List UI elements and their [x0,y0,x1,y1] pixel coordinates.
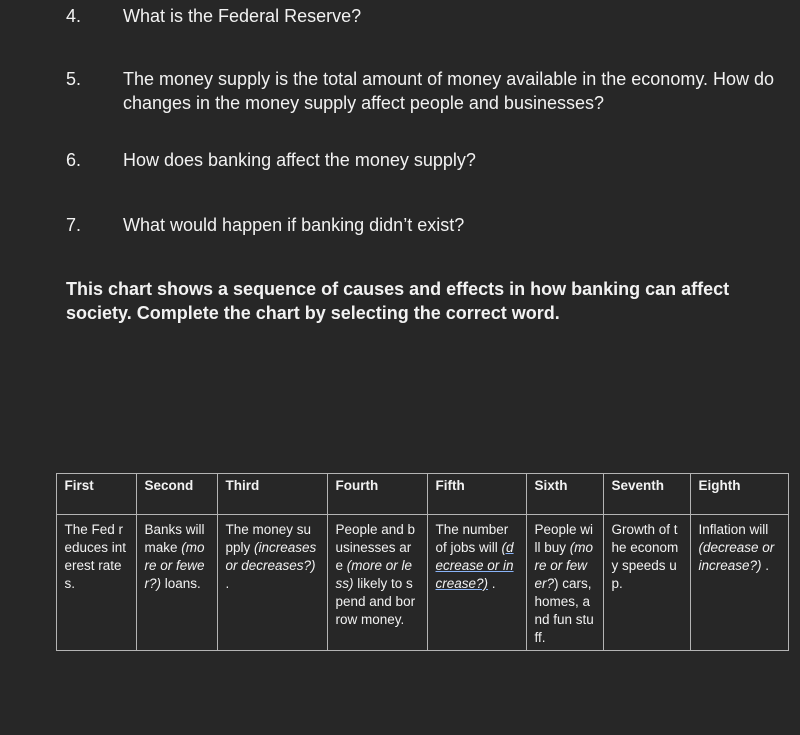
table-cell [603,515,690,651]
cell-text-after: ) cars, homes, and fun stuff. [534,576,594,645]
table-cell [526,515,603,651]
table-cell [427,515,526,651]
answer-choice[interactable]: (more or fewer? [534,540,594,591]
table-cell [136,515,217,651]
table-cell [217,515,327,651]
answer-choice[interactable]: (decrease or increase?) [698,540,775,573]
cell-text: Banks will make [144,522,205,555]
column-header: Fourth [327,474,427,515]
answer-choice[interactable]: (more or fewer?) [144,540,205,591]
table-margin-right [788,515,800,651]
table-header-row [0,474,800,515]
cell-text: The number of jobs will [435,522,509,555]
cell-text: Inflation will [698,522,769,537]
question-text: The money supply is the total amount of money available in the economy. How do changes in the money supply affect people and businesses? [123,69,775,113]
question-text: What would happen if banking didn’t exist? [123,215,465,235]
table-cell [56,515,136,651]
cell-text: Growth of the economy speeds up. [611,522,679,591]
table-margin-right [788,474,800,515]
cell-text: People will buy [534,522,594,555]
column-header: Fifth [427,474,526,515]
cell-text-after: . [488,576,496,591]
column-header: Eighth [690,474,788,515]
cell-text-after: loans. [161,576,201,591]
question-number: 5. [66,69,82,89]
question-number: 6. [66,150,82,170]
table-cell [690,515,788,651]
chart-instructions: This chart shows a sequence of causes and effects in how banking can affect society. Complete the chart by selecting the correct word. [66,279,730,323]
cell-text-after: . [761,558,770,573]
table-margin-left [0,515,56,651]
question-text: What is the Federal Reserve? [123,6,362,26]
cell-text-after: likely to spend and borrow money. [335,576,416,627]
question-text: How does banking affect the money supply? [123,150,476,170]
question-number: 4. [66,6,82,26]
cause-effect-table [0,473,800,651]
cell-text: The money supply [225,522,312,555]
cell-text: People and businesses are [335,522,416,573]
question-number: 7. [66,215,82,235]
column-header: First [56,474,136,515]
column-header: Second [136,474,217,515]
column-header: Seventh [603,474,690,515]
column-header: Sixth [526,474,603,515]
answer-choice[interactable]: (more or less) [335,558,413,591]
cell-text: The Fed reduces interest rates. [64,522,127,591]
column-header: Third [217,474,327,515]
cell-text-after: . [225,576,230,591]
table-row [0,515,800,651]
answer-choice[interactable]: (increases or decreases?) [225,540,317,573]
answer-choice[interactable]: (decrease or increase?) [435,540,514,591]
table-cell [327,515,427,651]
table-margin-left [0,474,56,515]
